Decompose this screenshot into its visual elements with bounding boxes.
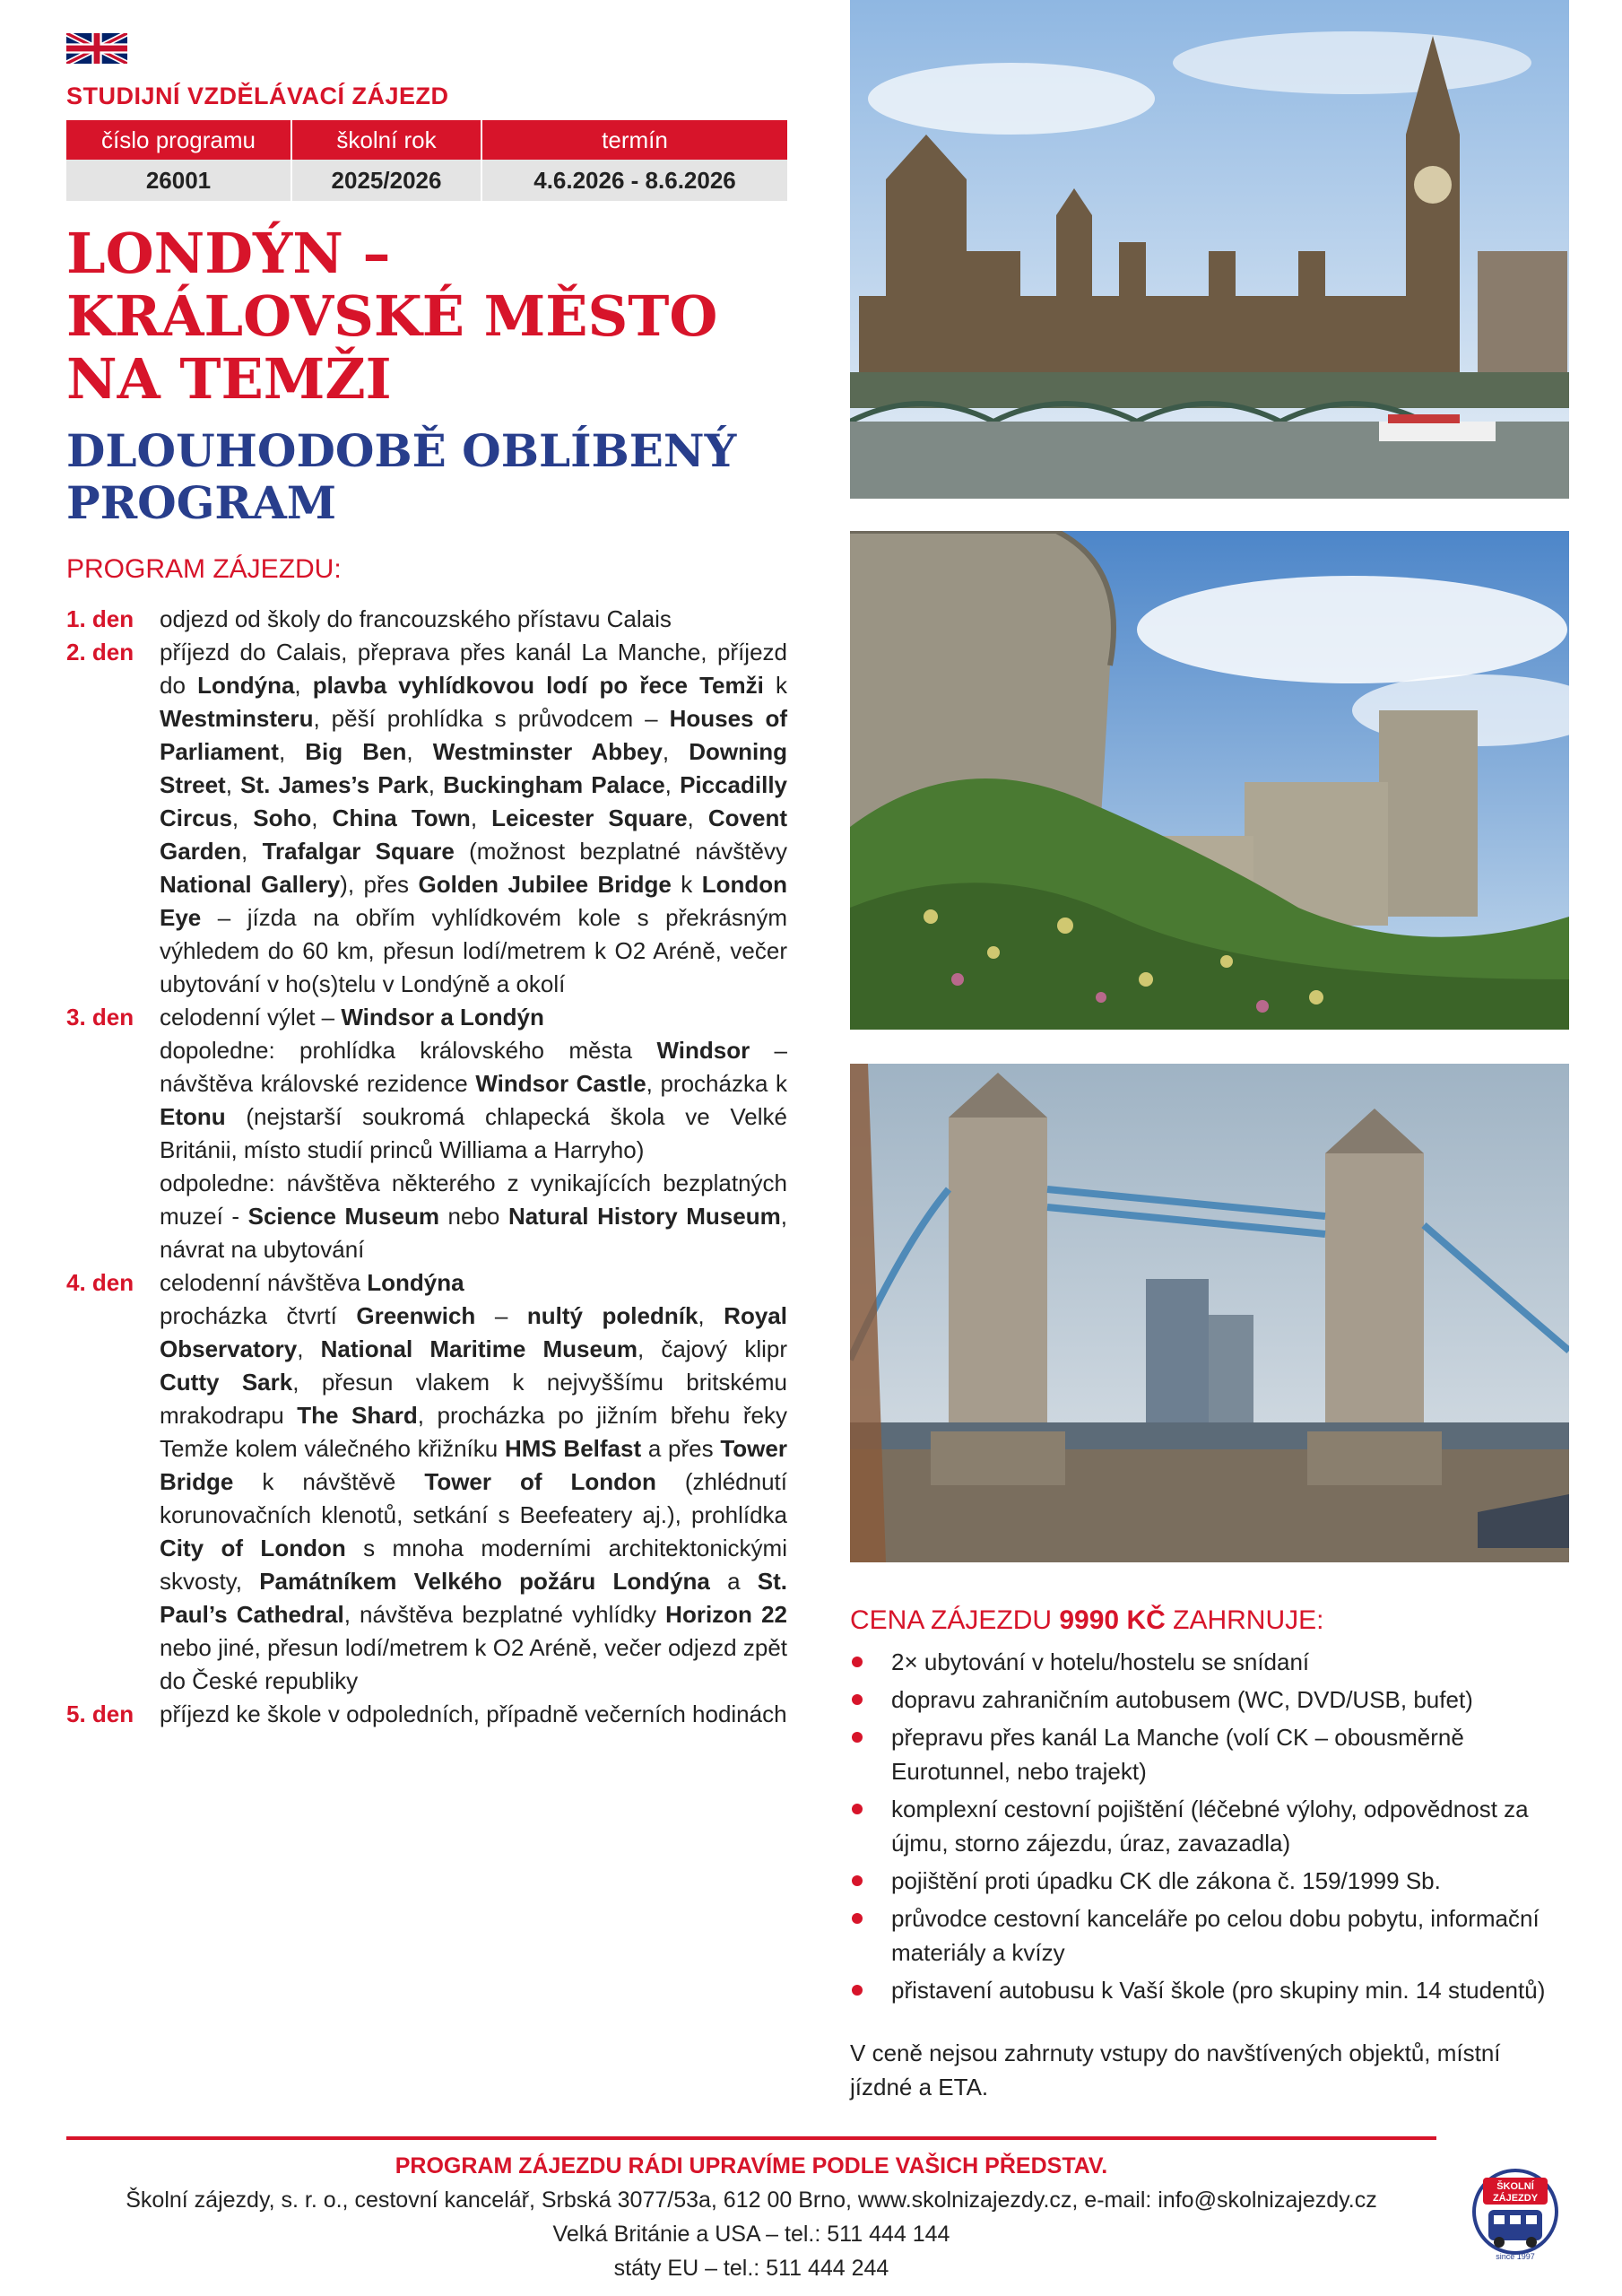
text-segment: (zhlédnutí korunovačních klenotů, setkání s Beefeatery aj.), prohlídka — [160, 1468, 787, 1528]
text-segment: příjezd ke škole v odpoledních, případně večerních hodinách — [160, 1700, 787, 1727]
highlight-text: Windsor a Londýn — [341, 1004, 544, 1031]
highlight-text: Big Ben — [305, 738, 407, 765]
day-label: 2. den — [66, 639, 134, 665]
text-segment: nebo jiné, přesun lodí/metrem k O2 Aréně, večer odjezd zpět do České republiky — [160, 1634, 787, 1694]
highlight-text: Tower Bridge — [160, 1435, 787, 1495]
day-description — [160, 1698, 787, 1731]
bullet-icon — [852, 1804, 863, 1814]
price-includes-list — [850, 1645, 1567, 2011]
list-item — [850, 1720, 1567, 1788]
text-segment: , pěší prohlídka s průvodcem – — [313, 705, 670, 732]
text-segment: a přes — [641, 1435, 721, 1462]
highlight-text: Leicester Square — [491, 804, 688, 831]
text-segment: celodenní návštěva — [160, 1269, 368, 1296]
highlight-text: Etonu — [160, 1103, 226, 1130]
company-logo-icon — [1470, 2149, 1560, 2274]
price-heading — [850, 1605, 1323, 1636]
highlight-text: Londýna — [367, 1269, 464, 1296]
text-segment: , — [231, 804, 254, 831]
highlight-text: Westminster Abbey — [432, 738, 663, 765]
text-segment: , — [311, 804, 333, 831]
highlight-text: Soho — [253, 804, 312, 831]
bullet-icon — [852, 1985, 863, 1996]
itinerary-day — [66, 1266, 787, 1698]
text-segment: , procházka po jižním břehu řeky Temže kolem válečného křižníku — [160, 1402, 788, 1462]
highlight-text: plavba vyhlídkovou lodí po řece Temži — [312, 672, 764, 699]
list-item — [850, 1901, 1567, 1970]
text-segment: , — [687, 804, 708, 831]
text-segment: (nejstarší soukromá chlapecká škola ve Velké Británii, místo studií princů Williama a Harryho) — [160, 1103, 787, 1163]
text-segment: , procházka k — [646, 1070, 787, 1097]
highlight-text: Windsor — [656, 1037, 750, 1064]
highlight-text: Památníkem Velkého požáru Londýna — [259, 1568, 710, 1595]
text-segment: , návštěva bezplatné vyhlídky — [343, 1601, 666, 1628]
highlight-text: nultý poledník — [526, 1302, 698, 1329]
text-segment: ), přes — [340, 871, 419, 898]
list-item — [850, 1645, 1567, 1679]
bullet-icon — [852, 1913, 863, 1924]
program-info-table — [66, 120, 787, 201]
list-item — [850, 1973, 1567, 2007]
include-text: komplexní cestovní pojištění (léčebné výlohy, odpovědnost za újmu, storno zájezdu, úraz, zavazadla) — [891, 1796, 1529, 1857]
include-text: přistavení autobusu k Vaší škole (pro skupiny min. 14 studentů) — [891, 1977, 1546, 2004]
include-text: 2× ubytování v hotelu/hostelu se snídaní — [891, 1648, 1310, 1675]
list-item — [850, 1683, 1567, 1717]
text-segment: , — [297, 1335, 321, 1362]
program-heading: PROGRAM ZÁJEZDU: — [66, 554, 342, 584]
highlight-text: Londýna — [197, 672, 295, 699]
highlight-text: Cutty Sark — [160, 1369, 293, 1396]
highlight-text: Horizon 22 — [665, 1601, 787, 1628]
text-segment: , — [278, 738, 306, 765]
price-value: 9990 KČ — [1059, 1605, 1166, 1635]
highlight-text: St. James’s Park — [240, 771, 429, 798]
highlight-text: Downing Street — [160, 738, 787, 798]
text-segment: k — [763, 672, 787, 699]
highlight-text: Natural History Museum — [507, 1203, 781, 1230]
text-segment: – — [475, 1302, 527, 1329]
highlight-text: Royal Observatory — [160, 1302, 787, 1362]
school-year: 2025/2026 — [291, 160, 481, 201]
text-segment: dopoledne: prohlídka královského města — [160, 1037, 657, 1064]
footer-divider — [66, 2136, 1436, 2140]
highlight-text: National Gallery — [160, 871, 341, 898]
highlight-text: Tower of London — [424, 1468, 656, 1495]
program-number: 26001 — [66, 160, 291, 201]
text-segment: , — [294, 672, 313, 699]
highlight-text: St. Paul’s Cathedral — [160, 1568, 787, 1628]
footer — [66, 2149, 1436, 2285]
subtitle-line: PROGRAM — [66, 476, 337, 529]
highlight-text: National Maritime Museum — [320, 1335, 638, 1362]
text-segment: , — [428, 771, 444, 798]
text-segment: s mnoha moderními architektonickými skvosty, — [160, 1535, 787, 1595]
bullet-icon — [852, 1657, 863, 1667]
header-school-year: školní rok — [291, 120, 481, 160]
day-label: 5. den — [66, 1700, 134, 1727]
footer-company: Školní zájezdy, s. r. o., cestovní kancelář, Srbská 3077/53a, 612 00 Brno, www.skolnizajezdy.cz, e-mail: info@skolnizajezdy.cz — [126, 2187, 1377, 2213]
day-description — [160, 1266, 787, 1698]
text-segment: , přesun vlakem k nejvyššímu britskému mrakodrapu — [160, 1369, 787, 1429]
photo-tower-bridge — [850, 1064, 1569, 1562]
text-segment: , — [698, 1302, 724, 1329]
text-segment: odjezd od školy do francouzského přístavu Calais — [160, 605, 672, 632]
highlight-text: Trafalgar Square — [262, 838, 455, 865]
highlight-text: Piccadilly Circus — [160, 771, 788, 831]
highlight-text: Greenwich — [356, 1302, 476, 1329]
text-segment: a — [709, 1568, 758, 1595]
subtitle-line: DLOUHODOBĚ OBLÍBENÝ — [66, 424, 737, 477]
itinerary-day — [66, 1698, 787, 1731]
day-description — [160, 636, 787, 1001]
text-segment: příjezd do Calais, přeprava přes kanál La Manche, příjezd do — [160, 639, 787, 699]
highlight-text: Windsor Castle — [475, 1070, 646, 1097]
logo-line1: ŠKOLNÍ — [1496, 2181, 1534, 2192]
itinerary — [66, 603, 787, 1731]
photo-parliament — [850, 0, 1569, 499]
header-term: termín — [481, 120, 787, 160]
text-segment: celodenní výlet – — [160, 1004, 342, 1031]
header-program-number: číslo programu — [66, 120, 291, 160]
include-text: přepravu přes kanál La Manche (volí CK – obousměrně Eurotunnel, nebo trajekt) — [891, 1724, 1464, 1785]
price-heading-prefix: CENA ZÁJEZDU — [850, 1605, 1060, 1635]
text-segment: k — [671, 871, 702, 898]
day-label: 1. den — [66, 605, 134, 632]
day-description — [160, 603, 787, 636]
term: 4.6.2026 - 8.6.2026 — [481, 160, 787, 201]
include-text: průvodce cestovní kanceláře po celou dobu pobytu, informační materiály a kvízy — [891, 1905, 1540, 1966]
price-note: V ceně nejsou zahrnuty vstupy do navštívených objektů, místní jízdné a ETA. — [850, 2039, 1501, 2100]
bullet-icon — [852, 1875, 863, 1886]
itinerary-day — [66, 1001, 787, 1266]
highlight-text: City of London — [160, 1535, 346, 1561]
photo-windsor-castle — [850, 531, 1569, 1030]
include-text: pojištění proti úpadku CK dle zákona č. 159/1999 Sb. — [891, 1867, 1441, 1894]
text-segment: – návštěva královské rezidence — [160, 1037, 787, 1097]
bullet-icon — [852, 1732, 863, 1743]
text-segment: , čajový klipr — [637, 1335, 787, 1362]
itinerary-day — [66, 636, 787, 1001]
itinerary-day — [66, 603, 787, 636]
highlight-text: Golden Jubilee Bridge — [418, 871, 672, 898]
uk-flag-icon — [66, 32, 127, 65]
text-segment: , — [225, 771, 241, 798]
list-item — [850, 1864, 1567, 1898]
text-segment: , — [406, 738, 433, 765]
highlight-text: HMS Belfast — [504, 1435, 642, 1462]
list-item — [850, 1792, 1567, 1860]
footer-phone-uk: Velká Británie a USA – tel.: 511 444 144 — [552, 2222, 950, 2247]
highlight-text: Science Museum — [247, 1203, 439, 1230]
text-segment: , návrat na ubytování — [160, 1203, 787, 1263]
bullet-icon — [852, 1694, 863, 1705]
text-segment: k návštěvě — [233, 1468, 425, 1495]
logo-line2: ZÁJEZDY — [1492, 2193, 1539, 2204]
price-heading-suffix: ZAHRNUJE: — [1165, 1605, 1324, 1635]
text-segment: (možnost bezplatné návštěvy — [454, 838, 787, 865]
highlight-text: Buckingham Palace — [443, 771, 665, 798]
text-segment: odpoledne: návštěva některého z vynikajících bezplatných muzeí - — [160, 1170, 787, 1230]
page-subtitle — [66, 425, 736, 529]
title-line: NA TEMŽI — [66, 346, 392, 412]
text-segment: procházka čtvrtí — [160, 1302, 357, 1329]
include-text: dopravu zahraničním autobusem (WC, DVD/USB, bufet) — [891, 1686, 1473, 1713]
highlight-text: London Eye — [160, 871, 787, 931]
title-line: KRÁLOVSKÉ MĚSTO — [66, 283, 718, 349]
text-segment: , — [662, 738, 690, 765]
day-label: 4. den — [66, 1269, 134, 1296]
page-title — [66, 222, 717, 411]
text-segment: , — [470, 804, 492, 831]
day-label: 3. den — [66, 1004, 134, 1031]
highlight-text: Westminsteru — [160, 705, 314, 732]
text-segment: – jízda na obřím vyhlídkovém kole s překrásným výhledem do 60 km, přesun lodí/metrem k O2 Aréně, večer ubytování v ho(s)telu v Londýně a okolí — [160, 904, 787, 997]
text-segment: nebo — [438, 1203, 508, 1230]
highlight-text: The Shard — [297, 1402, 418, 1429]
footer-tagline: PROGRAM ZÁJEZDU RÁDI UPRAVÍME PODLE VAŠICH PŘEDSTAV. — [395, 2153, 1108, 2179]
footer-phone-eu: státy EU – tel.: 511 444 244 — [613, 2256, 889, 2281]
text-segment: , — [241, 838, 263, 865]
highlight-text: Covent Garden — [160, 804, 787, 865]
highlight-text: Houses of Parliament — [160, 705, 787, 765]
highlight-text: China Town — [332, 804, 471, 831]
text-segment: , — [664, 771, 681, 798]
day-description — [160, 1001, 787, 1266]
program-type: STUDIJNÍ VZDĚLÁVACÍ ZÁJEZD — [66, 83, 449, 109]
logo-since: since 1997 — [1496, 2252, 1535, 2261]
title-line: LONDÝN – — [66, 221, 391, 286]
